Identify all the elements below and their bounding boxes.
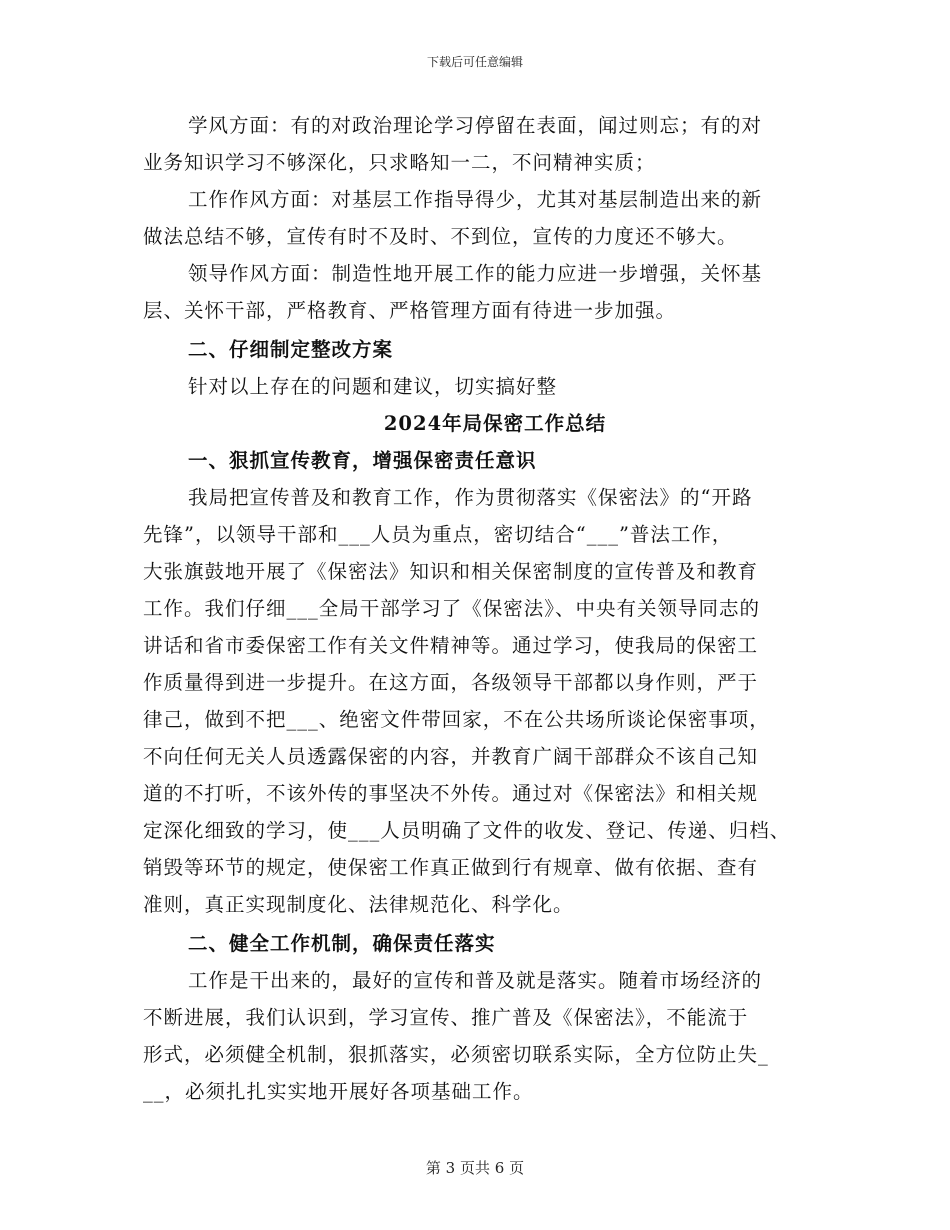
page-footer: 第 3 页共 6 页 (425, 1159, 525, 1177)
paragraph-line: 销毁等环节的规定，使保密工作真正做到行有规章、做有依据、查有 (143, 856, 759, 879)
paragraph-line: 业务知识学习不够深化，只求略知一二，不问精神实质； (143, 151, 656, 174)
paragraph-line: 层、关怀干部，严格教育、严格管理方面有待进一步加强。 (143, 299, 677, 322)
section-heading: 一、狠抓宣传教育，增强保密责任意识 (188, 449, 537, 472)
paragraph-line: 不向任何无关人员透露保密的内容，并教育广阔干部群众不该自己知 (143, 745, 759, 768)
paragraph-line: 学风方面：有的对政治理论学习停留在表面，闻过则忘；有的对 (188, 114, 763, 137)
paragraph-line: 先锋”，以领导干部和___人员为重点，密切结合“___”普法工作， (143, 523, 733, 546)
page-header: 下载后可任意编辑 (426, 55, 523, 69)
paragraph-line: 做法总结不够，宣传有时不及时、不到位，宣传的力度还不够大。 (143, 225, 738, 248)
paragraph-line: 准则，真正实现制度化、法律规范化、科学化。 (143, 893, 574, 916)
paragraph-line: 针对以上存在的问题和建议，切实搞好整 (188, 375, 558, 398)
paragraph-line: 形式，必须健全机制，狠抓落实，必须密切联系实际，全方位防止失_ (143, 1043, 769, 1066)
paragraph-line: 不断进展，我们认识到，学习宣传、推广普及《保密法》，不能流于 (143, 1006, 749, 1029)
section-heading: 二、仔细制定整改方案 (188, 338, 394, 361)
paragraph-line: 大张旗鼓地开展了《保密法》知识和相关保密制度的宣传普及和教育 (143, 560, 759, 583)
paragraph-line: 律己，做到不把___、绝密文件带回家，不在公共场所谈论保密事项， (143, 708, 770, 731)
paragraph-line: 领导作风方面：制造性地开展工作的能力应进一步增强，关怀基 (188, 262, 763, 285)
paragraph-line: 工作。我们仔细___全局干部学习了《保密法》、中央有关领导同志的 (143, 597, 761, 620)
paragraph-line: 我局把宣传普及和教育工作，作为贯彻落实《保密法》的“开路 (188, 486, 753, 509)
paragraph-line: 定深化细致的学习，使___人员明确了文件的收发、登记、传递、归档、 (143, 819, 791, 842)
document-title: 2024年局保密工作总结 (383, 412, 607, 435)
paragraph-line: 工作是干出来的，最好的宣传和普及就是落实。随着市场经济的 (188, 969, 763, 992)
paragraph-line: __，必须扎扎实实地开展好各项基础工作。 (143, 1080, 534, 1103)
paragraph-line: 道的不打听，不该外传的事坚决不外传。通过对《保密法》和相关规 (143, 782, 759, 805)
paragraph-line: 工作作风方面：对基层工作指导得少，尤其对基层制造出来的新 (188, 188, 763, 211)
paragraph-line: 讲话和省市委保密工作有关文件精神等。通过学习，使我局的保密工 (143, 634, 759, 657)
paragraph-line: 作质量得到进一步提升。在这方面，各级领导干部都以身作则，严于 (143, 671, 759, 694)
section-heading: 二、健全工作机制，确保责任落实 (188, 932, 496, 955)
